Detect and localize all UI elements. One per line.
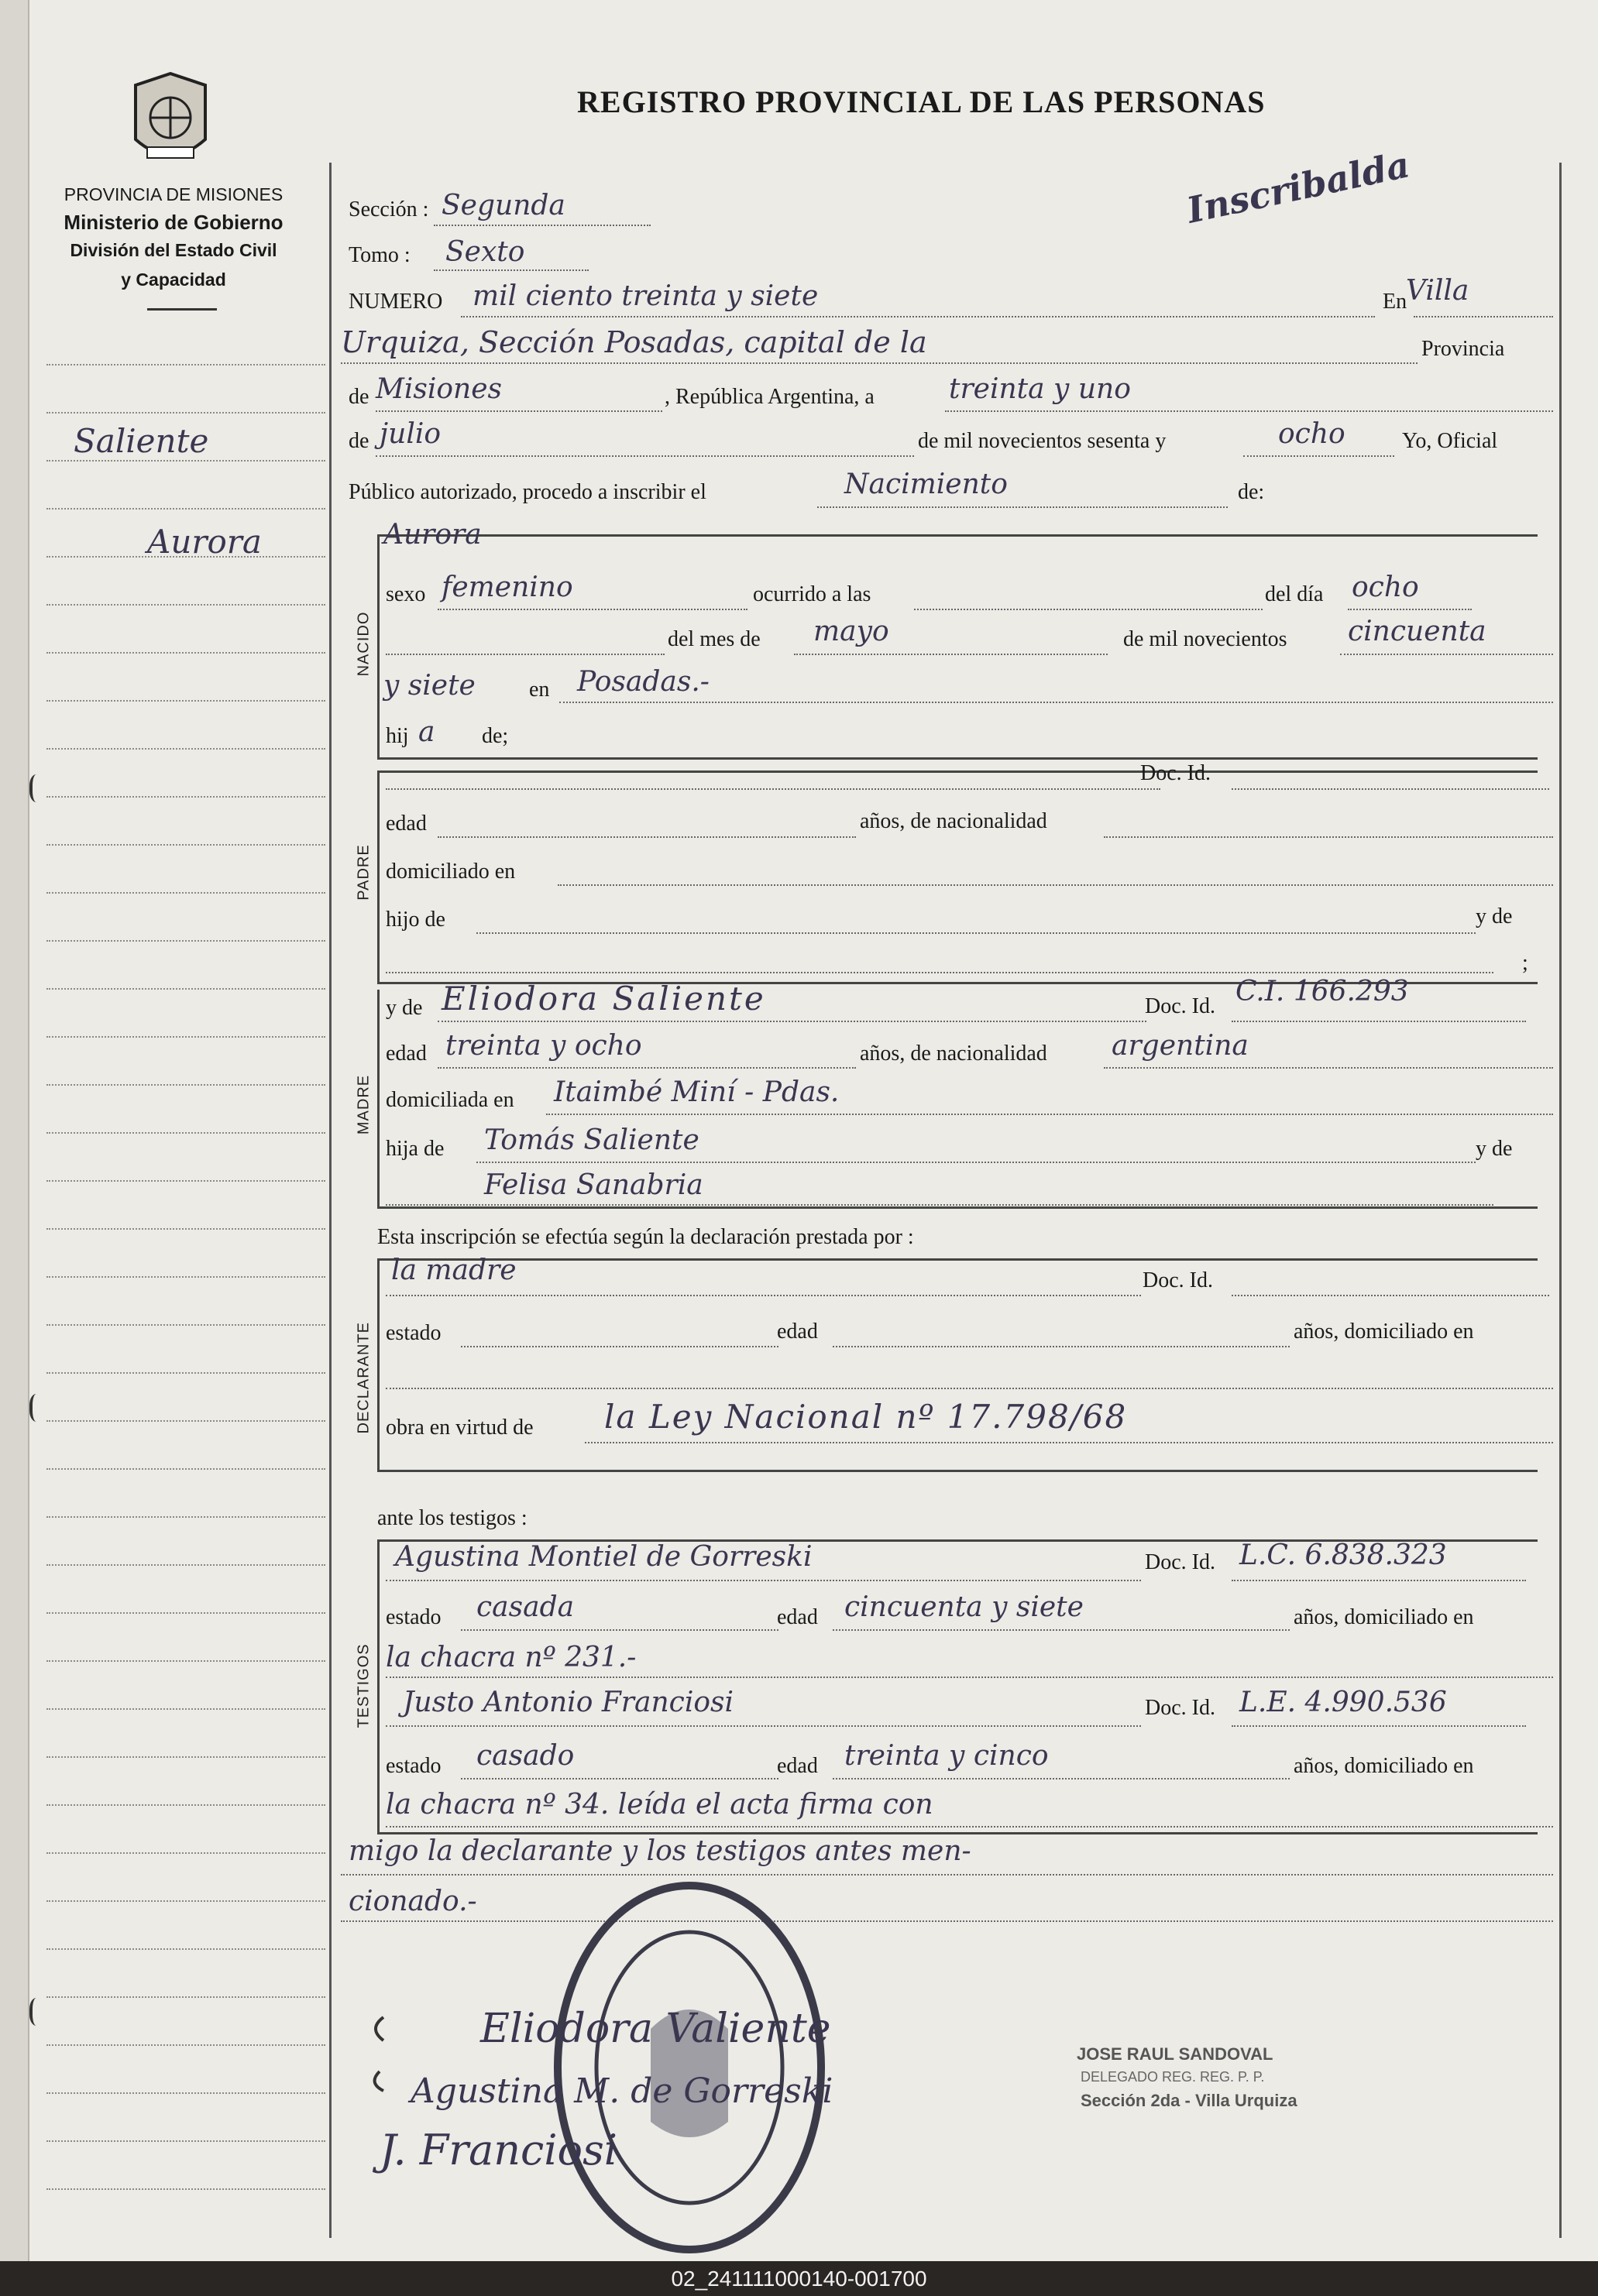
padre-block [377,770,1538,984]
madre-doc-value: C.I. 166.293 [1235,976,1409,1007]
declarante-estado-label: estado [386,1321,442,1345]
place-value: Urquiza, Sección Posadas, capital de la [341,325,927,359]
madre-domicilio-value: Itaimbé Miní - Pdas. [554,1076,840,1108]
publico-label: Público autorizado, procedo a inscribir el [349,480,706,504]
oficial-label: Yo, Oficial [1402,429,1498,453]
margin-ruled-line [46,1708,325,1710]
margin-ruled-line [46,1756,325,1758]
margin-ruled-line [46,1900,325,1902]
nacido-name: Aurora [383,519,482,551]
testigo2-domicilio-value: la chacra nº 34. leída el acta firma con [386,1789,933,1821]
padre-edad-label: edad [386,812,427,836]
republica-label: , República Argentina, a [665,385,875,409]
margin-name: Aurora [147,523,262,561]
margin-ruled-line [46,508,325,510]
margin-surname: Saliente [74,422,209,460]
year-label: de mil novecientos sesenta y [918,429,1167,453]
numero-value: mil ciento treinta y siete [473,280,819,312]
testigo2-estado-value: casado [476,1740,575,1772]
provincial-seal-icon [128,70,213,174]
testigo2-estado-label: estado [386,1754,442,1778]
de3-label: de: [1238,480,1265,504]
mil-label: de mil novecientos [1123,627,1287,651]
act-value: Nacimiento [844,468,1008,500]
de-label: de [349,385,369,409]
tomo-value: Sexto [445,236,525,268]
margin-ruled-line [46,1660,325,1662]
declarante-block [377,1258,1538,1472]
binding-hole [29,1394,46,1422]
testigo2-name: Justo Antonio Franciosi [403,1687,734,1718]
provincia-label: Provincia [1421,337,1505,361]
anio-cont-value: y siete [383,670,476,702]
madre-nac-label: años, de nacionalidad [860,1042,1047,1066]
birth-place-value: Posadas.- [577,666,710,698]
madre-domicilio-label: domiciliada en [386,1088,514,1112]
year-value: ocho [1278,418,1345,450]
margin-ruled-line [46,1516,325,1518]
margin-ruled-line [46,1132,325,1134]
margin-ruled-line [46,1612,325,1614]
tomo-label: Tomo : [349,243,411,267]
division-name: División del Estado Civil [70,240,277,260]
declarante-section-label: DECLARANTE [355,1322,373,1434]
testigo2-doc-value: L.E. 4.990.536 [1239,1687,1447,1718]
declarante-intro: Esta inscripción se efectúa según la declaración prestada por : [377,1225,914,1249]
testigo1-edad-value: cincuenta y siete [844,1591,1084,1623]
margin-ruled-line [46,988,325,990]
margin-ruled-line [46,700,325,702]
margin-ruled-line [46,1276,325,1278]
margin-ruled-line [46,1420,325,1422]
margin-ruled-line [46,1324,325,1326]
madre-edad-value: treinta y ocho [445,1030,642,1062]
padre-domicilio-label: domiciliado en [386,860,516,884]
margin-ruled-line [46,940,325,942]
signature-marks-icon [360,2009,407,2095]
madre-mother-value: Felisa Sanabria [484,1169,703,1201]
anio-value: cincuenta [1348,616,1486,647]
divider [147,308,217,311]
margin-ruled-line [46,652,325,654]
hija-value: a [418,716,435,748]
testigo1-estado-value: casada [476,1591,575,1623]
nacido-section-label: NACIDO [355,611,373,677]
padre-doc-label: Doc. Id. [1140,761,1211,785]
seccion-value: Segunda [442,190,565,221]
testigo1-domicilio-value: la chacra nº 231.- [386,1642,637,1673]
signature-declarante: Eliodora Valiente [480,2006,831,2052]
declarante-doc-label: Doc. Id. [1143,1268,1213,1292]
margin-ruled-line [46,1996,325,1998]
margin-ruled-line [46,604,325,606]
en-value: Villa [1406,275,1469,307]
de-value: Misiones [376,373,503,405]
padre-section-label: PADRE [355,844,373,901]
obra-value: la Ley Nacional nº 17.798/68 [604,1398,1128,1436]
testigo2-doc-label: Doc. Id. [1145,1696,1215,1720]
testigo2-edad-value: treinta y cinco [844,1740,1049,1772]
footer-record-id: 02_241111000140-001700 [671,2267,927,2291]
margin-column-rule [329,163,332,2238]
margin-ruled-line [46,1948,325,1950]
madre-nac-value: argentina [1112,1030,1249,1062]
testigo1-edad-label: edad [777,1605,818,1629]
sexo-value: femenino [442,571,573,603]
dia-label: del día [1265,582,1324,606]
binding-hole [29,1998,46,2026]
margin-ruled-line [46,2044,325,2046]
madre-yde-label: y de [386,996,423,1020]
official-office: Sección 2da - Villa Urquiza [1081,2091,1297,2110]
margin-ruled-line [46,2092,325,2094]
margin-ruled-line [46,892,325,894]
capacity-text: y Capacidad [121,269,226,290]
testigos-section-label: TESTIGOS [355,1643,373,1728]
margin-ruled-line [46,1564,325,1566]
padre-semicolon: ; [1522,951,1528,975]
declarante-edad-label: edad [777,1320,818,1344]
testigo2-edad-label: edad [777,1754,818,1778]
padre-yde-label: y de [1476,904,1513,928]
testigo1-estado-label: estado [386,1605,442,1629]
en-birth-label: en [529,678,550,702]
margin-ruled-line [46,2188,325,2190]
page-title: REGISTRO PROVINCIAL DE LAS PERSONAS [577,84,1266,119]
hija-de-label: de; [482,724,509,748]
signature-testigo2: J. Franciosi [380,2126,618,2174]
testigo1-domicilio-label: años, domiciliado en [1294,1605,1474,1629]
margin-ruled-line [46,364,325,366]
margin-ruled-line [46,796,325,798]
official-title: DELEGADO REG. REG. P. P. [1081,2069,1265,2085]
dia-value: ocho [1352,571,1419,603]
padre-hijo-label: hijo de [386,908,445,932]
binding-spine [0,0,29,2261]
numero-label: NUMERO [349,290,443,314]
day-value: treinta y uno [949,373,1131,405]
madre-hija-label: hija de [386,1137,445,1161]
madre-yde2-label: y de [1476,1137,1513,1161]
madre-doc-label: Doc. Id. [1145,994,1215,1018]
ocurrido-label: ocurrido a las [753,582,871,606]
de2-label: de [349,429,369,453]
top-signature: Inscribalda [1183,143,1414,232]
mes-label: del mes de [668,627,761,651]
margin-ruled-line [46,1372,325,1374]
padre-nac-label: años, de nacionalidad [860,809,1047,833]
sexo-label: sexo [386,582,426,606]
binding-hole [29,774,46,802]
obra-label: obra en virtud de [386,1416,534,1440]
closing-line-2: cionado.- [349,1886,477,1917]
testigos-intro: ante los testigos : [377,1506,528,1530]
madre-edad-label: edad [386,1042,427,1066]
official-name: JOSE RAUL SANDOVAL [1077,2044,1273,2064]
margin-ruled-line [46,1228,325,1230]
testigo1-doc-value: L.C. 6.838.323 [1239,1539,1447,1571]
margin-ruled-line [46,460,325,462]
ministry-name: Ministerio de Gobierno [64,211,284,234]
margin-ruled-line [46,412,325,414]
right-border-rule [1559,163,1562,2238]
margin-ruled-line [46,1180,325,1182]
declarante-domicilio-label: años, domiciliado en [1294,1320,1474,1344]
margin-ruled-line [46,1468,325,1470]
madre-section-label: MADRE [355,1074,373,1135]
hija-label: hij [386,724,409,748]
official-stamp-icon [542,1874,837,2261]
margin-ruled-line [46,748,325,750]
margin-ruled-line [46,1036,325,1038]
margin-ruled-line [46,844,325,846]
madre-hija-value: Tomás Saliente [484,1124,699,1156]
margin-ruled-line [46,1852,325,1854]
declarante-name: la madre [391,1254,517,1286]
seccion-label: Sección : [349,197,429,221]
margin-ruled-line [46,1804,325,1806]
testigo1-name: Agustina Montiel de Gorreski [395,1541,813,1573]
province-name: PROVINCIA DE MISIONES [64,184,284,204]
testigo2-domicilio-label: años, domiciliado en [1294,1754,1474,1778]
mes-value: mayo [813,616,889,647]
month-value: julio [380,418,442,450]
en-label: En [1383,290,1407,314]
margin-ruled-line [46,2140,325,2142]
margin-ruled-line [46,1084,325,1086]
signature-testigo1: Agustina M. de Gorreski [411,2071,833,2111]
closing-line-1: migo la declarante y los testigos antes men- [349,1835,971,1867]
madre-name: Eliodora Saliente [442,980,766,1018]
testigo1-doc-label: Doc. Id. [1145,1550,1215,1574]
